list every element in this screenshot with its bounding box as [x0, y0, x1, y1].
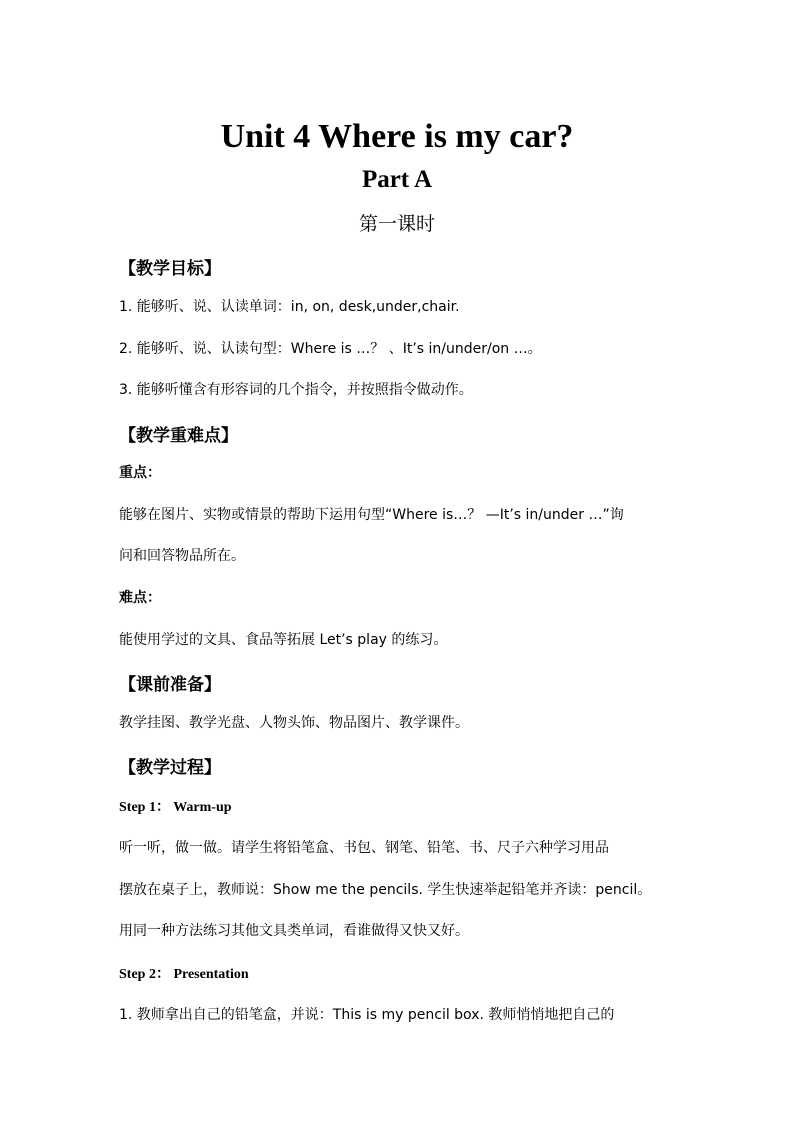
difficulty-text: 能使用学过的文具、食品等拓展 Let’s play 的练习。 — [119, 632, 448, 648]
step1-line-1: 听一听，做一做。请学生将铅笔盒、书包、钢笔、铅笔、书、尺子六种学习用品 — [119, 840, 609, 856]
step1-line-2: 摆放在桌子上，教师说：Show me the pencils. 学生快速举起铅笔并齐读：pencil。 — [119, 882, 652, 898]
lesson-label: 第一课时 — [358, 213, 435, 235]
preparation-heading: 【课前准备】 — [119, 675, 221, 695]
process-heading: 【教学过程】 — [119, 758, 221, 778]
document-subtitle: Part A — [361, 166, 433, 193]
step1-title: Step 1： Warm-up — [119, 800, 232, 815]
goal-item-2: 2. 能够听、说、认读句型：Where is …？ 、It’s in/under/on …。 — [119, 341, 542, 357]
goals-heading: 【教学目标】 — [119, 259, 221, 279]
step2-title: Step 2： Presentation — [119, 967, 249, 982]
step1-line-3: 用同一种方法练习其他文具类单词，看谁做得又快又好。 — [119, 923, 469, 939]
difficulty-label: 难点： — [119, 590, 161, 606]
goal-item-3: 3. 能够听懂含有形容词的几个指令，并按照指令做动作。 — [119, 382, 473, 398]
focus-line-2: 问和回答物品所在。 — [119, 548, 245, 564]
focus-line-1: 能够在图片、实物或情景的帮助下运用句型“Where is…？ —It’s in/under …”询 — [119, 507, 624, 523]
key-points-heading: 【教学重难点】 — [119, 426, 238, 446]
goal-item-1: 1. 能够听、说、认读单词：in, on, desk,under,chair. — [119, 299, 460, 315]
document-title: Unit 4 Where is my car? — [220, 118, 574, 155]
step2-line-1: 1. 教师拿出自己的铅笔盒，并说：This is my pencil box. 教师悄悄地把自己的 — [119, 1007, 615, 1023]
preparation-text: 教学挂图、教学光盘、人物头饰、物品图片、教学课件。 — [119, 715, 469, 731]
focus-label: 重点： — [119, 465, 161, 481]
